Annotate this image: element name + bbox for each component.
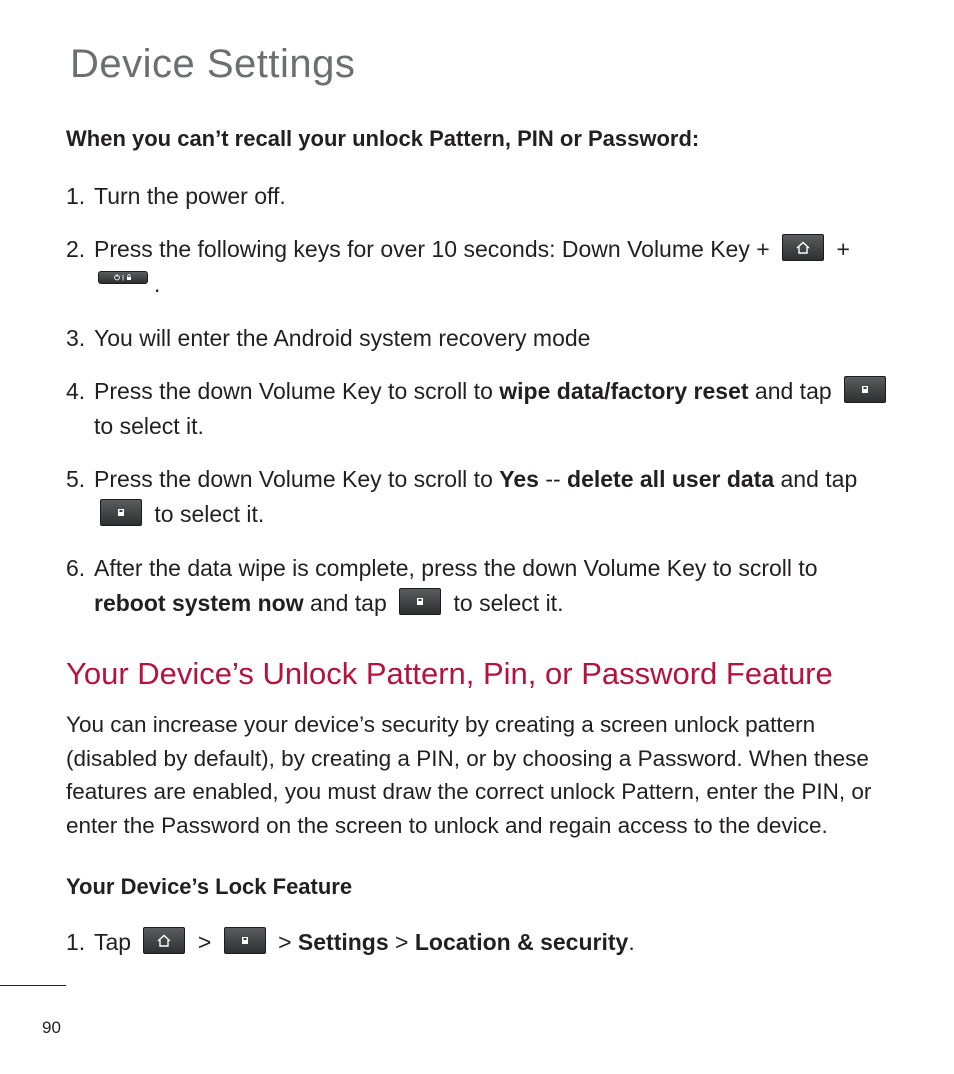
step-number: 1.	[66, 183, 86, 209]
menu-key-icon	[224, 927, 266, 954]
step-number: 3.	[66, 325, 86, 351]
step-number: 5.	[66, 466, 86, 492]
power-lock-key-icon	[98, 271, 148, 284]
step-text: and tap	[310, 590, 387, 616]
step-3	[66, 321, 896, 356]
arrow-separator: >	[278, 929, 292, 955]
step-6	[66, 551, 896, 621]
menu-settings: Settings	[297, 929, 389, 955]
footer-rule	[0, 985, 66, 986]
lock-feature-heading: Your Device’s Lock Feature	[66, 874, 353, 899]
arrow-separator: >	[197, 929, 212, 955]
lock-step-1	[66, 925, 896, 960]
step-4	[66, 374, 896, 444]
step-1	[66, 179, 896, 214]
step-text: to select it.	[94, 413, 204, 439]
menu-option-wipe-data: wipe data/factory reset	[499, 378, 749, 404]
step-text: to select it.	[154, 501, 265, 527]
menu-option-delete-all: delete all user data	[567, 466, 775, 492]
step-number: 6.	[66, 555, 86, 581]
step-text: and tap	[780, 466, 858, 492]
menu-key-icon	[100, 499, 142, 526]
step-text: to select it.	[453, 590, 564, 616]
section-heading: Your Device’s Unlock Pattern, Pin, or Password Feature	[66, 656, 833, 691]
home-key-icon	[143, 927, 185, 954]
home-key-icon	[782, 234, 824, 261]
step-text: Tap	[94, 929, 132, 955]
separator: --	[545, 466, 561, 492]
period: .	[154, 271, 161, 297]
plus-sign: +	[836, 236, 850, 262]
period: .	[628, 929, 635, 955]
step-2	[66, 232, 896, 302]
menu-option-yes: Yes	[499, 466, 539, 492]
step-5	[66, 462, 896, 532]
section-paragraph: You can increase your device’s security by creating a screen unlock pattern (disabled by default), by creating a PIN, or by choosing a Password. When these features are enabled, you must draw the correct unlock Pattern, enter the PIN, or enter the Password on the screen to unlock and regain access to the device.	[66, 712, 872, 838]
step-number: 4.	[66, 378, 86, 404]
step-number: 2.	[66, 236, 86, 262]
arrow-separator: >	[395, 929, 409, 955]
menu-option-reboot: reboot system now	[94, 590, 304, 616]
menu-key-icon	[399, 588, 441, 615]
step-text: Press the down Volume Key to scroll to	[94, 378, 493, 404]
menu-key-icon	[844, 376, 886, 403]
page-number: 90	[42, 1018, 61, 1037]
page-title: Device Settings	[70, 42, 356, 86]
step-text: Press the following keys for over 10 seconds: Down Volume Key +	[94, 236, 770, 262]
step-text: Turn the power off.	[94, 183, 286, 209]
step-text: and tap	[754, 378, 832, 404]
step-number: 1.	[66, 929, 86, 955]
recall-heading: When you can’t recall your unlock Pattern, PIN or Password:	[66, 126, 700, 151]
menu-location-security: Location & security	[414, 929, 629, 955]
step-text: After the data wipe is complete, press the down Volume Key to scroll to	[94, 555, 818, 581]
step-text: You will enter the Android system recovery mode	[94, 325, 591, 351]
step-text: Press the down Volume Key to scroll to	[94, 466, 493, 492]
